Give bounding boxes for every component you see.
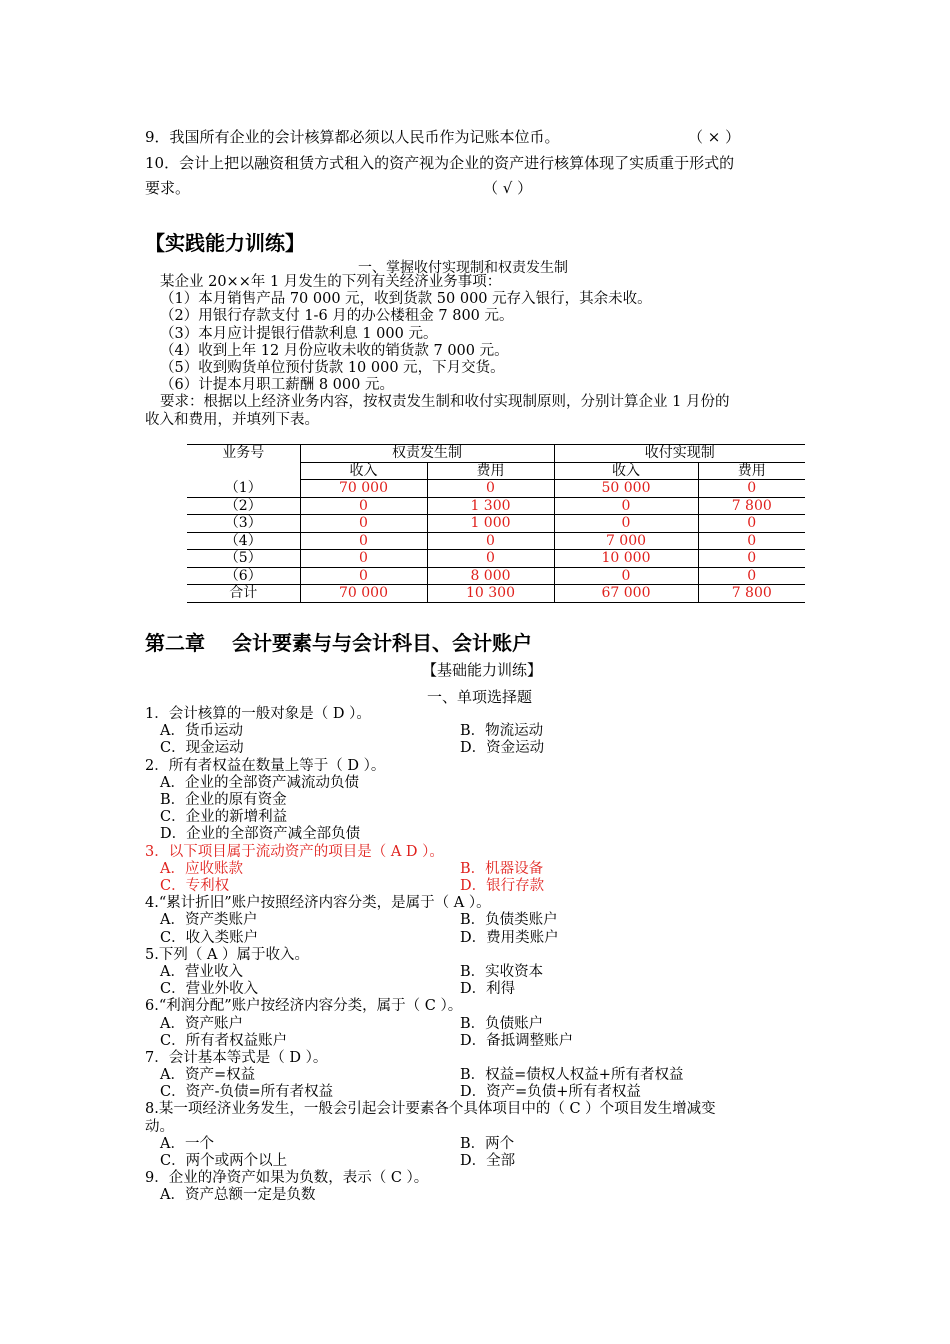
option-row xyxy=(145,740,810,757)
cash-income: 0 xyxy=(554,515,698,533)
q9-text: 9．我国所有企业的会计核算都必须以人民币作为记账本位币。 xyxy=(145,128,560,146)
practice-requirement-cont: 收入和费用，并填列下表。 xyxy=(145,411,319,428)
option: C．企业的新增利益 xyxy=(160,809,288,826)
option: A．企业的全部资产减流动负债 xyxy=(160,774,359,791)
option: B．企业的原有资金 xyxy=(160,791,287,808)
option: A．营业收入 xyxy=(160,963,243,980)
option: B．机器设备 xyxy=(460,860,544,877)
practice-item: （5）收到购货单位预付货款 10 000 元，下月交货。 xyxy=(160,360,505,377)
row-id: （4） xyxy=(187,532,300,550)
option: B．权益=债权人权益+所有者权益 xyxy=(460,1067,684,1084)
header-cash: 收付实现制 xyxy=(554,445,805,463)
option: C．专利权 xyxy=(160,877,230,894)
option: D．银行存款 xyxy=(460,877,545,894)
option-row xyxy=(145,1016,810,1033)
option: C．资产-负债=所有者权益 xyxy=(160,1084,334,1101)
option-row xyxy=(145,1067,810,1084)
question-stem: 7．会计基本等式是（ D ）。 xyxy=(145,1049,328,1066)
accrual-expense: 0 xyxy=(427,550,554,568)
practice-section-title: 一、掌握收付实现制和权责发生制 xyxy=(358,260,568,276)
question-stem: 8.某一项经济业务发生，一般会引起会计要素各个具体项目中的（ C ）个项目发生增减变 xyxy=(145,1101,716,1118)
option: B．两个 xyxy=(460,1135,515,1152)
practice-item: （2）用银行存款支付 1-6 月的办公楼租金 7 800 元。 xyxy=(160,308,514,325)
header-accrual: 权责发生制 xyxy=(300,445,554,463)
accrual-expense: 8 000 xyxy=(427,567,554,585)
accrual-income: 0 xyxy=(300,515,427,533)
accrual-expense: 1 000 xyxy=(427,515,554,533)
header-cash-expense: 费用 xyxy=(698,462,805,480)
option: A．资产类账户 xyxy=(160,912,258,929)
chapter2-subtitle: 【基础能力训练】 xyxy=(422,661,543,679)
table-row xyxy=(187,480,805,498)
option-row xyxy=(145,930,810,947)
option-row xyxy=(145,1136,810,1153)
q10-answer: （ √ ） xyxy=(483,179,533,197)
question-stem-cont: 动。 xyxy=(145,1118,174,1135)
option: D．利得 xyxy=(460,981,516,998)
chapter2-title: 第二章 会计要素与与会计科目、会计账户 xyxy=(145,631,532,655)
row-id: （2） xyxy=(187,497,300,515)
chapter2-section: 一、单项选择题 xyxy=(427,688,533,706)
option: A．应收账款 xyxy=(160,860,243,877)
option-row xyxy=(145,878,810,895)
cash-expense: 0 xyxy=(698,480,805,498)
cash-income: 0 xyxy=(554,497,698,515)
option: B．物流运动 xyxy=(460,723,544,740)
option: D．资产=负债+所有者权益 xyxy=(460,1084,641,1101)
option: A．货币运动 xyxy=(160,723,243,740)
practice-requirement: 要求：根据以上经济业务内容，按权责发生制和收付实现制原则，分别计算企业 1 月份的 xyxy=(160,394,730,411)
question-stem: 5.下列（ A ）属于收入。 xyxy=(145,946,310,963)
row-id: （5） xyxy=(187,550,300,568)
table-row xyxy=(187,515,805,533)
cash-expense: 0 xyxy=(698,515,805,533)
header-cash-income: 收入 xyxy=(554,462,698,480)
total-cash-expense: 7 800 xyxy=(698,585,805,603)
question-list xyxy=(145,706,810,1205)
table-total-row xyxy=(187,585,805,603)
table-row xyxy=(187,497,805,515)
total-label: 合计 xyxy=(187,585,300,603)
q9-answer: （ × ） xyxy=(688,128,741,146)
option: D．备抵调整账户 xyxy=(460,1032,574,1049)
cash-expense: 0 xyxy=(698,567,805,585)
option: C．两个或两个以上 xyxy=(160,1153,288,1170)
option: B．负债类账户 xyxy=(460,912,558,929)
option: C．所有者权益账户 xyxy=(160,1032,288,1049)
header-accrual-expense: 费用 xyxy=(427,462,554,480)
cash-income: 7 000 xyxy=(554,532,698,550)
question-stem: 1．会计核算的一般对象是（ D ）。 xyxy=(145,706,371,722)
total-accrual-expense: 10 300 xyxy=(427,585,554,603)
option: A．一个 xyxy=(160,1135,214,1152)
practice-body xyxy=(145,274,810,429)
table-row xyxy=(187,550,805,568)
option-row xyxy=(145,912,810,929)
accrual-expense: 0 xyxy=(427,532,554,550)
accrual-income: 0 xyxy=(300,532,427,550)
practice-intro: 某企业 20××年 1 月发生的下列有关经济业务事项： xyxy=(160,274,502,290)
option-row xyxy=(145,981,810,998)
question-stem: 9．企业的净资产如果为负数，表示（ C ）。 xyxy=(145,1170,429,1187)
option-row xyxy=(145,1153,810,1170)
option: D．企业的全部资产减全部负债 xyxy=(160,826,361,843)
header-accrual-income: 收入 xyxy=(300,462,427,480)
option: B．负债账户 xyxy=(460,1015,544,1032)
option: D．全部 xyxy=(460,1153,516,1170)
option-row xyxy=(145,964,810,981)
option: A．资产账户 xyxy=(160,1015,243,1032)
judgement-q10-line2: 要求。 xyxy=(145,179,191,197)
option: B．实收资本 xyxy=(460,963,544,980)
option: C．营业外收入 xyxy=(160,981,259,998)
total-accrual-income: 70 000 xyxy=(300,585,427,603)
option: A．资产总额一定是负数 xyxy=(160,1187,316,1204)
row-id: （6） xyxy=(187,567,300,585)
practice-item: （1）本月销售产品 70 000 元，收到货款 50 000 元存入银行，其余未收。 xyxy=(160,291,652,308)
option-row xyxy=(145,1084,810,1101)
question-stem: 6.“利润分配”账户按经济内容分类，属于（ C ）。 xyxy=(145,998,463,1015)
cash-expense: 0 xyxy=(698,550,805,568)
accrual-income: 70 000 xyxy=(300,480,427,498)
table-row xyxy=(187,567,805,585)
cash-income: 0 xyxy=(554,567,698,585)
question-stem: 2．所有者权益在数量上等于（ D ）。 xyxy=(145,757,386,774)
accrual-income: 0 xyxy=(300,497,427,515)
option: A．资产=权益 xyxy=(160,1067,256,1084)
row-id: （1） xyxy=(187,480,300,498)
practice-heading: 【实践能力训练】 xyxy=(145,231,305,255)
accrual-expense: 0 xyxy=(427,480,554,498)
practice-item: （3）本月应计提银行借款利息 1 000 元。 xyxy=(160,325,438,342)
cash-income: 10 000 xyxy=(554,550,698,568)
practice-item: （6）计提本月职工薪酬 8 000 元。 xyxy=(160,377,394,394)
option-row xyxy=(145,861,810,878)
option: C．现金运动 xyxy=(160,740,244,757)
cash-expense: 0 xyxy=(698,532,805,550)
option-row xyxy=(145,1033,810,1050)
question-stem: 4.“累计折旧”账户按照经济内容分类，是属于（ A ）。 xyxy=(145,895,491,912)
cash-expense: 7 800 xyxy=(698,497,805,515)
row-id: （3） xyxy=(187,515,300,533)
total-cash-income: 67 000 xyxy=(554,585,698,603)
question-stem-highlighted: 3．以下项目属于流动资产的项目是（ A D ）。 xyxy=(145,843,444,860)
practice-item: （4）收到上年 12 月份应收未收的销货款 7 000 元。 xyxy=(160,342,509,359)
option-row xyxy=(145,723,810,740)
accrual-cash-table xyxy=(187,444,805,603)
table-row xyxy=(187,532,805,550)
accrual-income: 0 xyxy=(300,550,427,568)
accrual-expense: 1 300 xyxy=(427,497,554,515)
option: C．收入类账户 xyxy=(160,929,259,946)
judgement-q9 xyxy=(145,126,560,147)
table-header-row xyxy=(187,445,805,463)
cash-income: 50 000 xyxy=(554,480,698,498)
judgement-q10-line1: 10．会计上把以融资租赁方式租入的资产视为企业的资产进行核算体现了实质重于形式的 xyxy=(145,154,735,172)
option: D．费用类账户 xyxy=(460,929,559,946)
option: D．资金运动 xyxy=(460,740,545,757)
header-business-no: 业务号 xyxy=(187,445,300,480)
accrual-income: 0 xyxy=(300,567,427,585)
